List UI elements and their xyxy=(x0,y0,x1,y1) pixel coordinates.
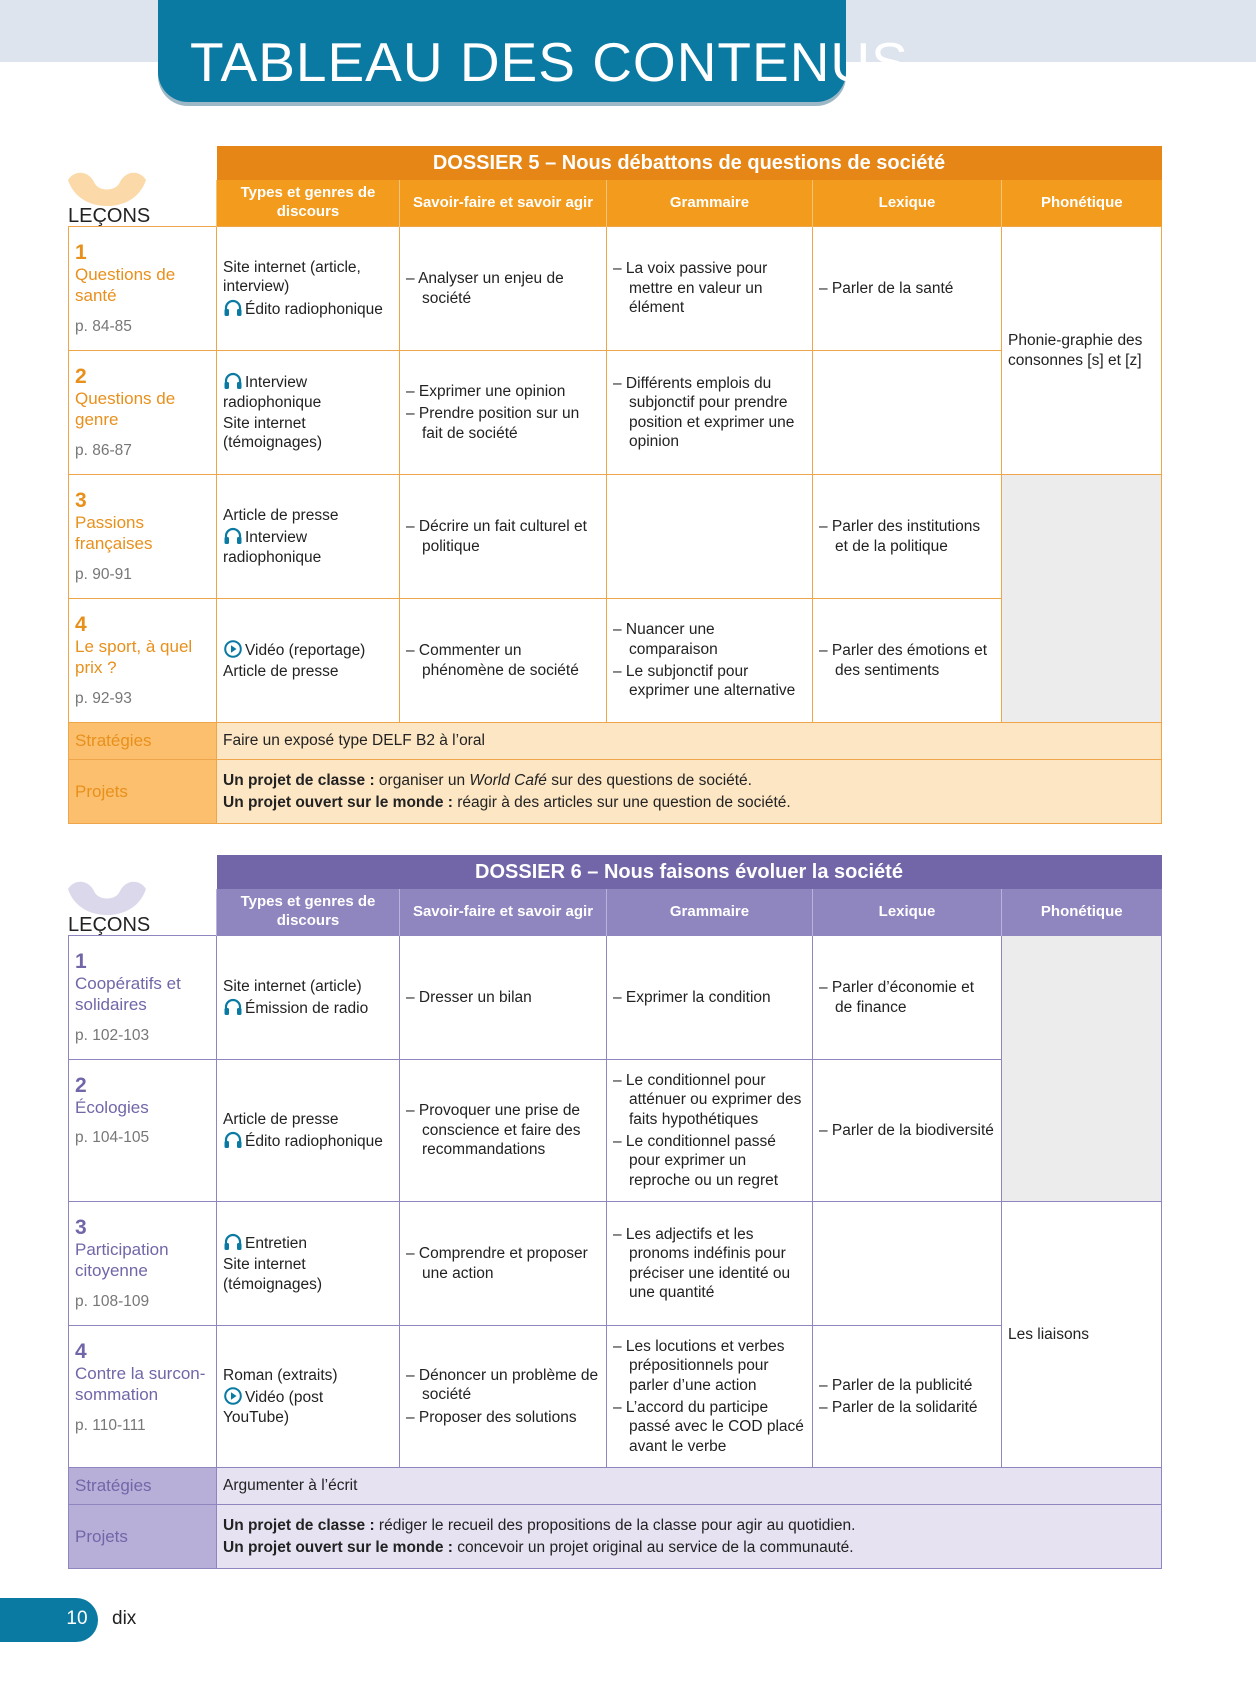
projets-label: Projets xyxy=(75,781,128,801)
projet-monde-text: réagir à des articles sur une question de société. xyxy=(452,793,791,811)
dossier6-table xyxy=(68,855,1162,1569)
header-lexique: Lexique xyxy=(813,180,1002,227)
header-savoir: Savoir-faire et savoir agir xyxy=(400,889,607,936)
lesson-title: Coopératifs et solidaires xyxy=(75,974,181,1015)
projet-monde-label: Un projet ouvert sur le monde : xyxy=(223,793,453,811)
projets-cell xyxy=(217,760,1162,824)
lesson-pages: p. 108-109 xyxy=(75,1292,150,1310)
lesson-cell xyxy=(69,1326,217,1468)
types-cell xyxy=(217,936,400,1060)
projet-classe-label: Un projet de classe : xyxy=(223,772,375,790)
grammaire-item: – Le conditionnel passé pour exprimer un reproche ou un regret xyxy=(613,1133,779,1189)
header-types: Types et genres de discours xyxy=(217,889,400,936)
table-row xyxy=(69,1326,1162,1468)
types-text: Site internet (témoignages) xyxy=(223,1256,323,1293)
lesson-title: Questions de genre xyxy=(75,389,176,430)
projet-monde-text: concevoir un projet original au service de la communauté. xyxy=(452,1538,854,1556)
lexique-item: – Parler d’économie et de finance xyxy=(819,979,975,1016)
savoir-item: – Proposer des solutions xyxy=(406,1408,577,1426)
lexique-cell xyxy=(813,599,1002,723)
types-text: Édito radiophonique xyxy=(245,1133,383,1150)
grammaire-cell xyxy=(607,351,813,475)
lesson-number: 3 xyxy=(75,489,87,512)
strategies-text: Argumenter à l’écrit xyxy=(223,1477,358,1495)
grammaire-cell xyxy=(607,936,813,1060)
play-circle-icon xyxy=(223,1387,243,1405)
types-cell xyxy=(217,475,400,599)
projet-classe xyxy=(223,771,1155,790)
types-text: Roman (extraits) xyxy=(223,1366,338,1384)
grammaire-cell xyxy=(607,1060,813,1202)
types-text: Article de presse xyxy=(223,663,339,680)
page-number: 10 xyxy=(66,1608,88,1629)
savoir-item: – Dresser un bilan xyxy=(406,988,532,1006)
lesson-number: 4 xyxy=(75,1340,87,1363)
savoir-item: – Comprendre et proposer une action xyxy=(406,1245,588,1282)
header-grammaire: Grammaire xyxy=(607,889,813,936)
grammaire-item: – Le conditionnel pour atténuer ou exprimer des faits hypothétiques xyxy=(613,1071,802,1128)
strategies-text: Faire un exposé type DELF B2 à l’oral xyxy=(223,732,485,750)
savoir-cell xyxy=(400,936,607,1060)
strategies-row xyxy=(69,723,1162,760)
lesson-title: Questions de santé xyxy=(75,265,176,306)
grammaire-item: – L’accord du participe passé avec le COD placé avant le verbe xyxy=(613,1399,804,1455)
page-number-word: dix xyxy=(112,1608,137,1629)
lesson-cell xyxy=(69,936,217,1060)
lesson-cell xyxy=(69,1202,217,1326)
lexique-item: – Parler de la biodiversité xyxy=(819,1121,994,1139)
savoir-cell xyxy=(400,1202,607,1326)
lesson-number: 4 xyxy=(75,613,87,636)
lecons-label-d5: LEÇONS xyxy=(68,205,151,227)
projets-label-cell xyxy=(69,1505,217,1569)
headphones-icon xyxy=(223,299,243,317)
projets-cell xyxy=(217,1505,1162,1569)
types-text: Interview radiophonique xyxy=(223,529,322,566)
projet-classe-text: rédiger le recueil des propositions de la classe pour agir au quotidien. xyxy=(374,1517,856,1535)
types-text: Édito radiophonique xyxy=(245,300,383,318)
phonetique-text: Les liaisons xyxy=(1008,1325,1089,1343)
lesson-pages: p. 86-87 xyxy=(75,441,132,459)
projets-row xyxy=(69,760,1162,824)
lesson-cell xyxy=(69,1060,217,1202)
grammaire-item: – Différents emplois du subjonctif pour prendre position et exprimer une opinion xyxy=(613,374,795,450)
grammaire-cell xyxy=(607,599,813,723)
dossier5-title: DOSSIER 5 – Nous débattons de questions de société xyxy=(217,146,1162,180)
projets-label: Projets xyxy=(75,1526,128,1546)
table-row xyxy=(69,475,1162,599)
projet-monde xyxy=(223,1538,1155,1557)
strategies-row xyxy=(69,1468,1162,1505)
projets-label-cell xyxy=(69,760,217,824)
types-cell xyxy=(217,227,400,351)
savoir-cell xyxy=(400,599,607,723)
lexique-cell xyxy=(813,1060,1002,1202)
projet-monde xyxy=(223,793,1155,812)
grammaire-cell xyxy=(607,1326,813,1468)
header-phonetique: Phonétique xyxy=(1002,889,1162,936)
types-text: Article de presse xyxy=(223,506,339,524)
grammaire-item: – Les locutions et verbes prépositionnels pour parler d’une action xyxy=(613,1337,785,1394)
headphones-icon xyxy=(223,998,243,1016)
lesson-number: 1 xyxy=(75,241,87,264)
strategies-label-cell xyxy=(69,1468,217,1505)
title-tab xyxy=(158,0,909,102)
header-savoir: Savoir-faire et savoir agir xyxy=(400,180,607,227)
savoir-item: – Commenter un phénomène de société xyxy=(406,642,579,679)
lesson-number: 3 xyxy=(75,1216,87,1239)
savoir-cell xyxy=(400,1326,607,1468)
lexique-item: – Parler des institutions et de la politique xyxy=(819,518,981,555)
types-cell xyxy=(217,1202,400,1326)
lexique-item: – Parler de la publicité xyxy=(819,1376,973,1394)
types-cell xyxy=(217,599,400,723)
grammaire-cell xyxy=(607,1202,813,1326)
lesson-pages: p. 110-111 xyxy=(75,1416,146,1434)
lexique-cell xyxy=(813,227,1002,351)
strategies-cell xyxy=(217,723,1162,760)
types-text: Site internet (article) xyxy=(223,977,362,995)
lexique-item: – Parler des émotions et des sentiments xyxy=(819,642,988,679)
lexique-cell xyxy=(813,936,1002,1060)
lesson-title: Le sport, à quel prix ? xyxy=(75,637,193,678)
savoir-item: – Provoquer une prise de conscience et faire des recommandations xyxy=(406,1102,581,1159)
types-cell xyxy=(217,1060,400,1202)
projet-classe-text: organiser un xyxy=(374,772,470,790)
types-text: Interview radiophonique xyxy=(223,374,322,411)
lesson-cell xyxy=(69,351,217,475)
types-text: Article de presse xyxy=(223,1110,339,1128)
corner xyxy=(69,146,217,227)
savoir-cell xyxy=(400,351,607,475)
headphones-icon xyxy=(223,1233,243,1251)
projet-classe-label: Un projet de classe : xyxy=(223,1517,375,1535)
header-types: Types et genres de discours xyxy=(217,180,400,227)
table-row xyxy=(69,1060,1162,1202)
lesson-number: 1 xyxy=(75,950,87,973)
lesson-pages: p. 92-93 xyxy=(75,689,132,707)
table-row xyxy=(69,599,1162,723)
headphones-icon xyxy=(223,1131,243,1149)
projets-row xyxy=(69,1505,1162,1569)
projet-classe xyxy=(223,1516,1155,1535)
table-row xyxy=(69,227,1162,351)
strategies-label: Stratégies xyxy=(75,731,152,751)
lesson-pages: p. 104-105 xyxy=(75,1129,150,1147)
savoir-item: – Décrire un fait culturel et politique xyxy=(406,518,587,555)
play-circle-icon xyxy=(223,640,243,658)
phonetique-cell xyxy=(1002,227,1162,475)
strategies-label: Stratégies xyxy=(75,1476,152,1496)
savoir-item: – Prendre position sur un fait de société xyxy=(406,405,580,442)
grammaire-item: – Exprimer la condition xyxy=(613,988,771,1006)
lexique-cell xyxy=(813,351,1002,475)
projet-monde-label: Un projet ouvert sur le monde : xyxy=(223,1538,453,1556)
header-phonetique: Phonétique xyxy=(1002,180,1162,227)
savoir-item: – Analyser un enjeu de société xyxy=(406,270,564,307)
types-cell xyxy=(217,351,400,475)
lesson-title: Participation citoyenne xyxy=(75,1240,169,1281)
table-row xyxy=(69,1202,1162,1326)
projet-classe-text-end: sur des questions de société. xyxy=(546,772,752,790)
lesson-title: Passions françaises xyxy=(75,513,153,554)
table-row xyxy=(69,936,1162,1060)
header-grammaire: Grammaire xyxy=(607,180,813,227)
strategies-cell xyxy=(217,1468,1162,1505)
types-text: Vidéo (reportage) xyxy=(245,641,366,659)
savoir-cell xyxy=(400,1060,607,1202)
types-text: Site internet (article, interview) xyxy=(223,258,361,296)
lesson-pages: p. 84-85 xyxy=(75,317,132,335)
lesson-cell xyxy=(69,475,217,599)
grammaire-cell xyxy=(607,227,813,351)
lesson-number: 2 xyxy=(75,365,87,388)
grammaire-item: – Le subjonctif pour exprimer une alternative xyxy=(613,663,796,700)
grammaire-item: – La voix passive pour mettre en valeur un élément xyxy=(613,260,768,317)
grammaire-item: – Nuancer une comparaison xyxy=(613,621,718,658)
projet-classe-em: World Café xyxy=(469,772,547,790)
phonetique-cell xyxy=(1002,1202,1162,1468)
lesson-title: Écologies xyxy=(75,1098,149,1118)
grammaire-item: – Les adjectifs et les pronoms indéfinis pour préciser une identité ou une quantité xyxy=(613,1225,791,1301)
headphones-icon xyxy=(223,372,243,390)
lexique-cell xyxy=(813,475,1002,599)
table-row xyxy=(69,351,1162,475)
phonetique-text: Phonie-graphie des consonnes [s] et [z] xyxy=(1008,332,1143,369)
savoir-item: – Exprimer une opinion xyxy=(406,382,566,400)
lexique-item: – Parler de la santé xyxy=(819,279,954,297)
lesson-number: 2 xyxy=(75,1074,87,1097)
grammaire-cell xyxy=(607,475,813,599)
phonetique-empty-cell xyxy=(1002,936,1162,1202)
headphones-icon xyxy=(223,527,243,545)
lexique-cell xyxy=(813,1202,1002,1326)
types-text: Émission de radio xyxy=(245,1000,369,1017)
header-lexique: Lexique xyxy=(813,889,1002,936)
phonetique-empty-cell xyxy=(1002,475,1162,723)
savoir-cell xyxy=(400,227,607,351)
lesson-pages: p. 102-103 xyxy=(75,1026,150,1044)
lesson-pages: p. 90-91 xyxy=(75,565,132,583)
lecons-label-d6: LEÇONS xyxy=(68,914,151,936)
lexique-cell xyxy=(813,1326,1002,1468)
lexique-item: – Parler de la solidarité xyxy=(819,1399,978,1416)
types-cell xyxy=(217,1326,400,1468)
page-title: TABLEAU DES CONTENUS xyxy=(190,31,909,93)
types-text: Vidéo (post YouTube) xyxy=(223,1389,324,1426)
corner xyxy=(69,855,217,936)
lesson-cell xyxy=(69,599,217,723)
savoir-cell xyxy=(400,475,607,599)
strategies-label-cell xyxy=(69,723,217,760)
types-text: Entretien xyxy=(245,1234,308,1252)
lesson-title: Contre la surcon-sommation xyxy=(75,1364,206,1405)
savoir-item: – Dénoncer un problème de société xyxy=(406,1366,599,1404)
dossier6-title: DOSSIER 6 – Nous faisons évoluer la société xyxy=(217,855,1162,889)
lesson-cell xyxy=(69,227,217,351)
types-text: Site internet (témoignages) xyxy=(223,415,323,452)
dossier5-table xyxy=(68,146,1162,824)
